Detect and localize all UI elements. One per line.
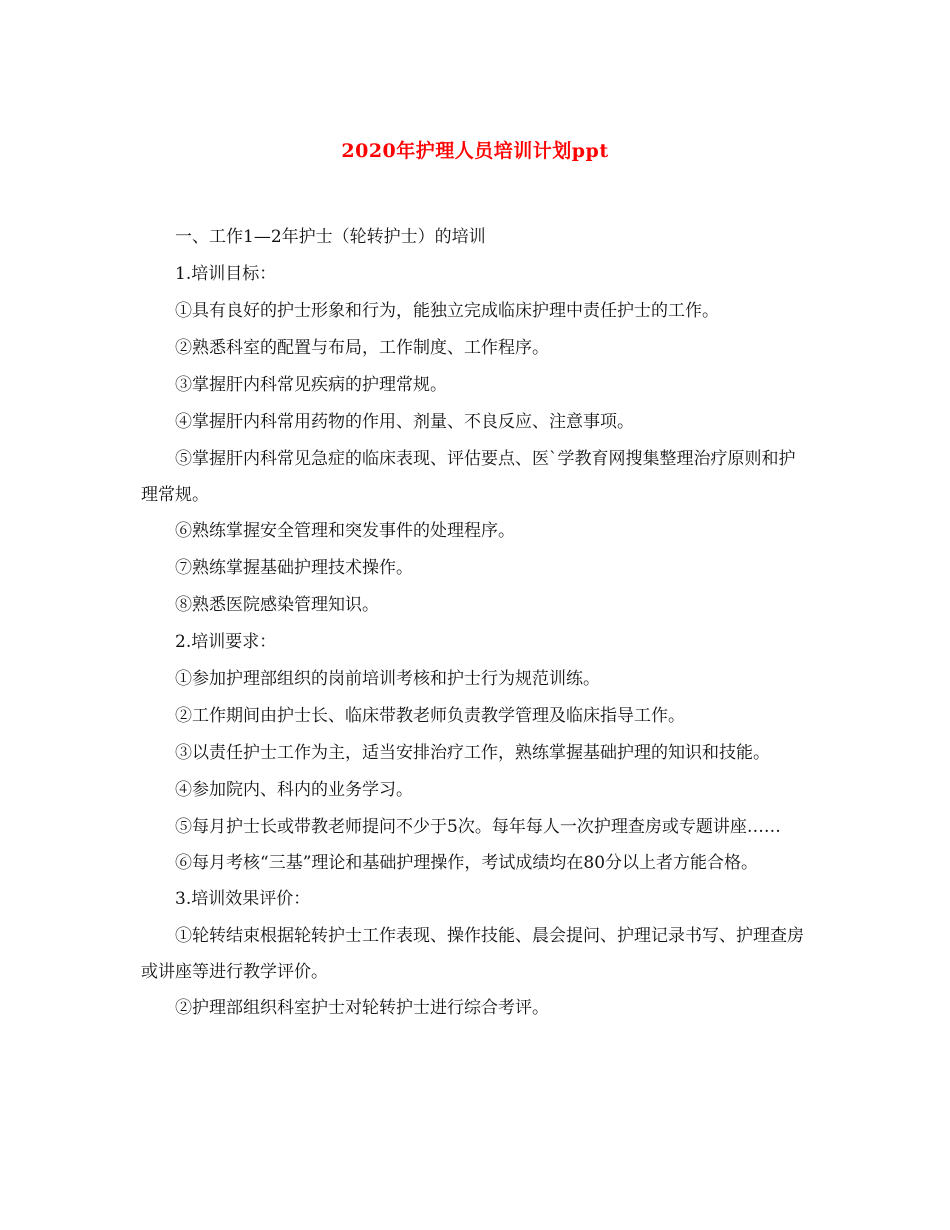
list-item: ③掌握肝内科常见疾病的护理常规。 xyxy=(175,375,447,395)
list-item: ①具有良好的护士形象和行为，能独立完成临床护理中责任护士的工作。 xyxy=(175,301,719,321)
subsection-heading: 1.培训目标： xyxy=(175,264,277,284)
document-title: 2020年护理人员培训计划ppt xyxy=(341,140,609,162)
list-item: ②护理部组织科室护士对轮转护士进行综合考评。 xyxy=(175,998,549,1018)
subsection-heading: 3.培训效果评价： xyxy=(175,889,311,909)
subsection-heading: 2.培训要求： xyxy=(175,632,277,652)
list-item: ③以责任护士工作为主，适当安排治疗工作，熟练掌握基础护理的知识和技能。 xyxy=(175,743,770,763)
list-item: ⑥每月考核“三基”理论和基础护理操作，考试成绩均在80分以上者方能合格。 xyxy=(175,853,759,873)
document-body xyxy=(141,219,811,1027)
list-item: ⑤掌握肝内科常见急症的临床表现、评估要点、医`学教育网搜集整理治疗原则和护理常规。 xyxy=(141,449,796,505)
list-item: ②工作期间由护士长、临床带教老师负责教学管理及临床指导工作。 xyxy=(175,706,685,726)
list-item: ④参加院内、科内的业务学习。 xyxy=(175,780,413,800)
list-item: ⑤每月护士长或带教老师提问不少于5次。每年每人一次护理查房或专题讲座…… xyxy=(175,817,781,837)
list-item: ①轮转结束根据轮转护士工作表现、操作技能、晨会提问、护理记录书写、护理查房或讲座等进行教学评价。 xyxy=(141,926,804,982)
section-heading: 一、工作1—2年护士（轮转护士）的培训 xyxy=(175,227,486,247)
list-item: ②熟悉科室的配置与布局，工作制度、工作程序。 xyxy=(175,338,549,358)
list-item: ⑥熟练掌握安全管理和突发事件的处理程序。 xyxy=(175,521,515,541)
list-item: ④掌握肝内科常用药物的作用、剂量、不良反应、注意事项。 xyxy=(175,412,634,432)
list-item: ①参加护理部组织的岗前培训考核和护士行为规范训练。 xyxy=(175,669,600,689)
list-item: ⑦熟练掌握基础护理技术操作。 xyxy=(175,558,413,578)
list-item: ⑧熟悉医院感染管理知识。 xyxy=(175,595,379,615)
